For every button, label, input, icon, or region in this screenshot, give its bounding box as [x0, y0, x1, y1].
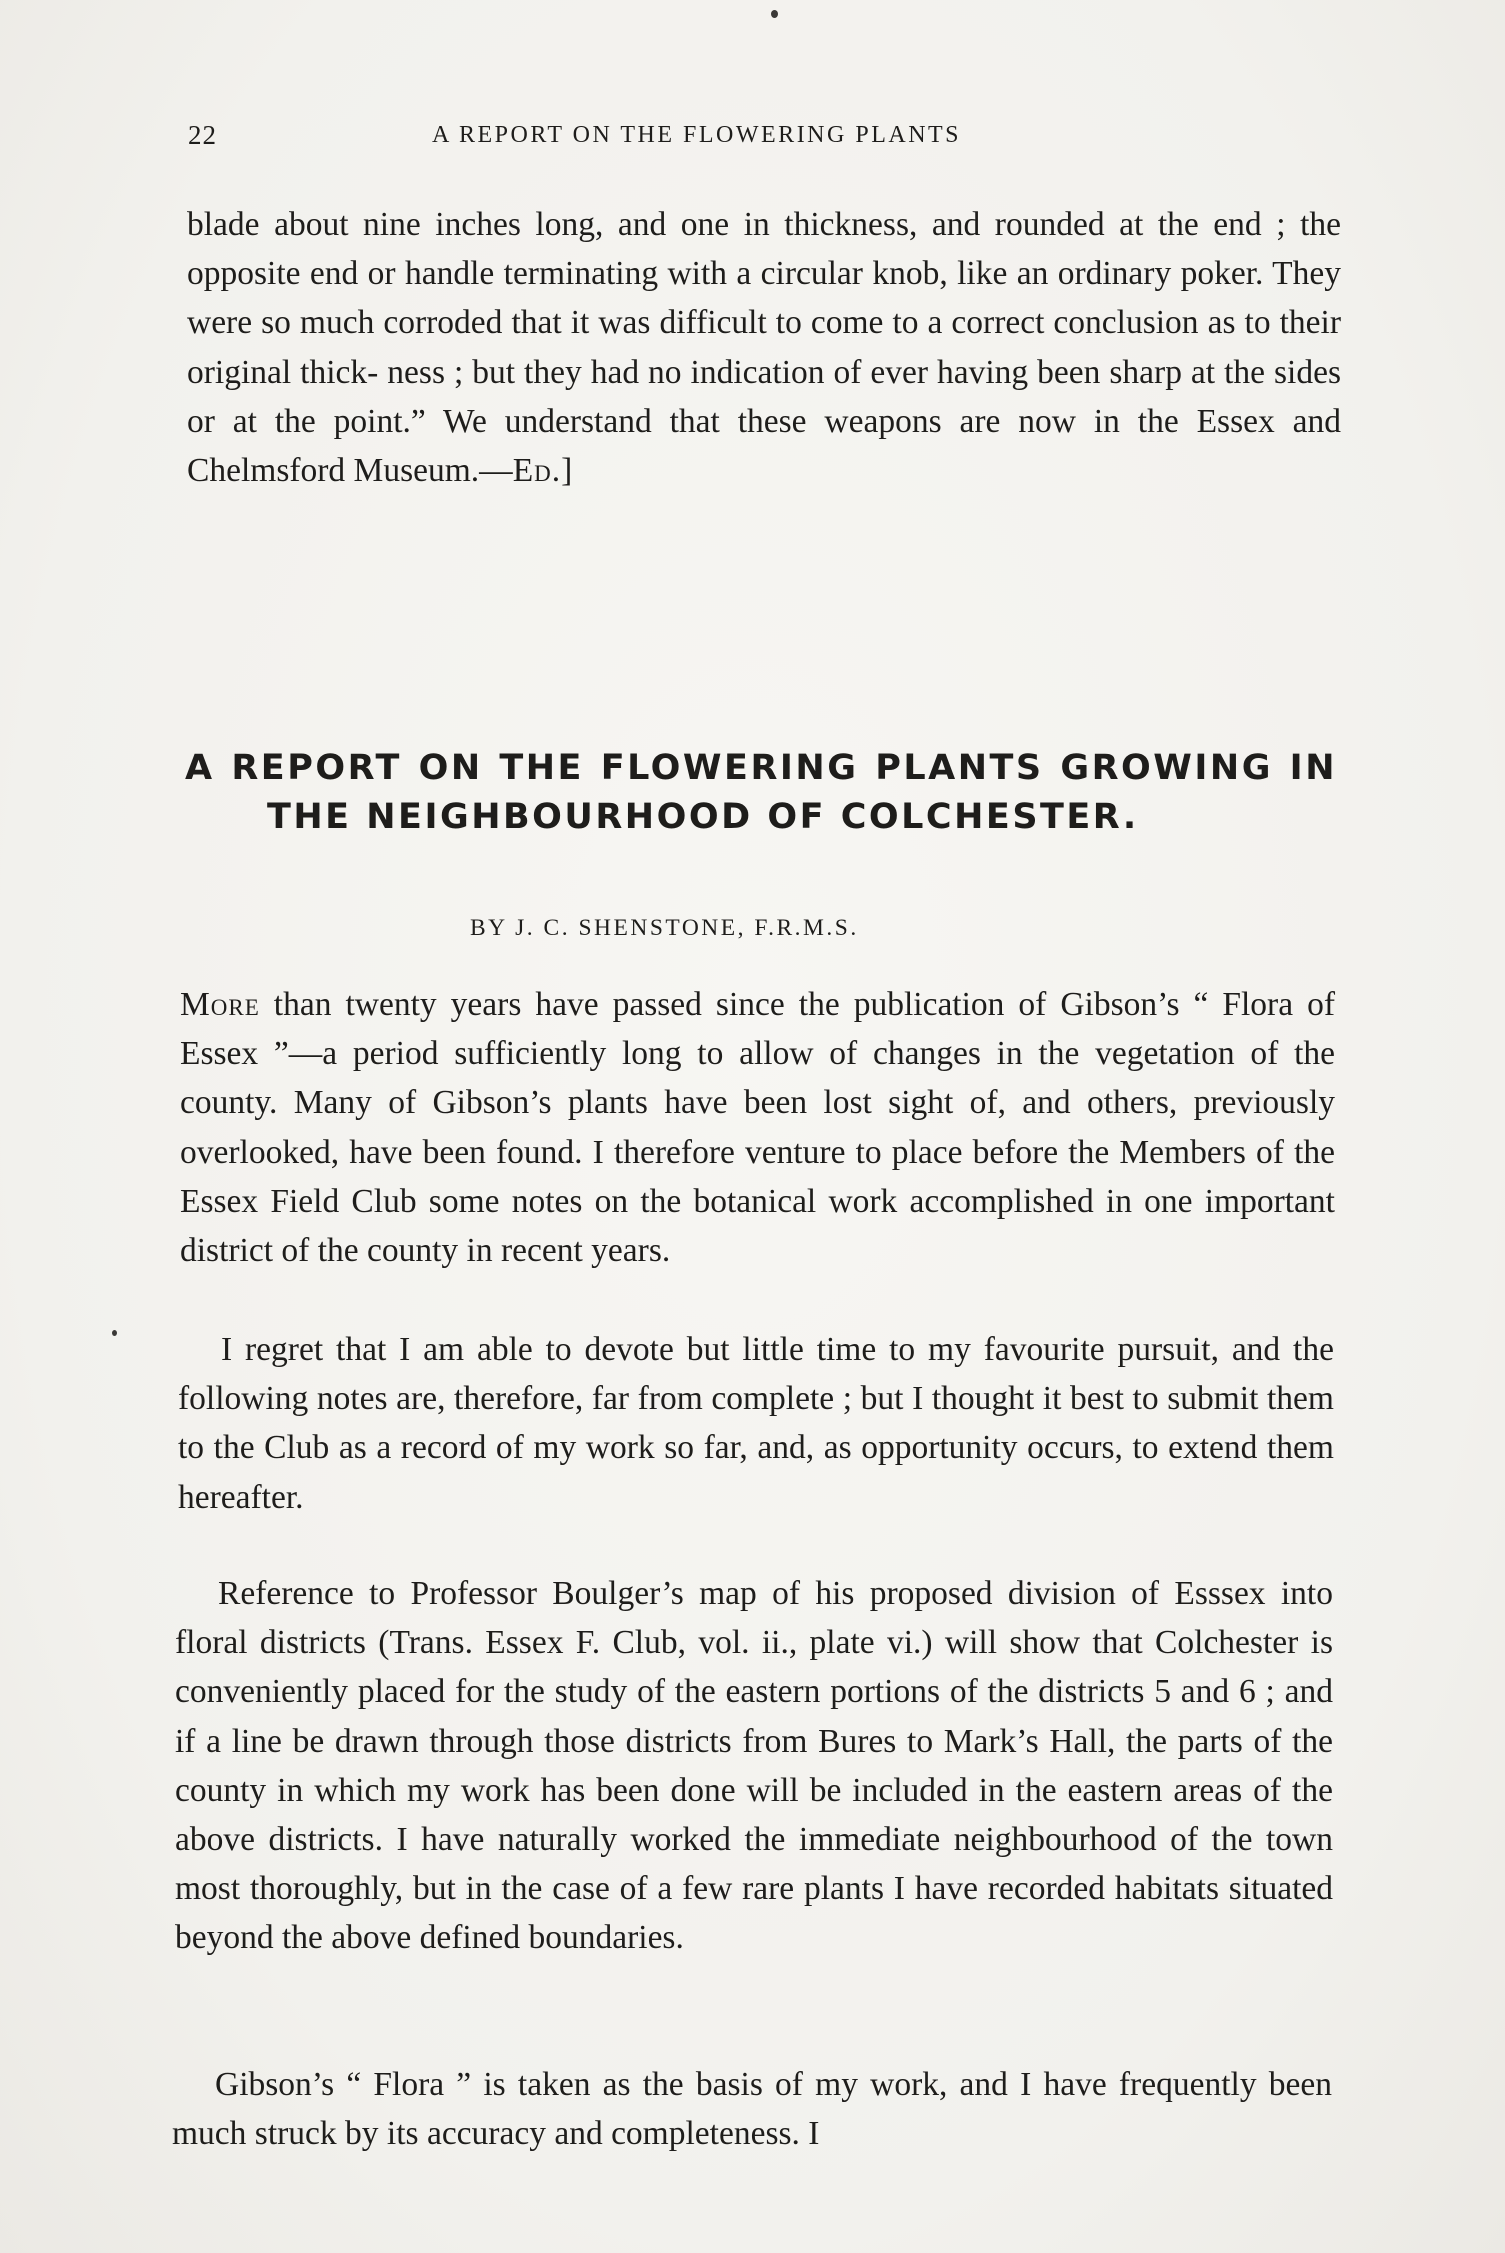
page-header [188, 120, 1338, 160]
body-paragraph: Gibson’s “ Flora ” is taken as the basis of my work, and I have frequently been much struck by its accuracy and completeness. I [172, 2066, 1332, 2153]
opening-small-caps: More [180, 986, 260, 1023]
article-title-block [185, 744, 1337, 842]
ink-speck [112, 1330, 117, 1336]
page-number: 22 [188, 120, 217, 150]
article-title: A REPORT ON THE FLOWERING PLANTS GROWING IN THE NEIGHBOURHOOD OF COLCHESTER. [185, 748, 1337, 837]
ink-speck [771, 10, 778, 18]
continued-text: blade about nine inches long, and one in thickness, and rounded at the end ; the opposite end or handle terminating with a circular knob, like an ordinary poker. They were so much corroded that it was difficult to come to a correct conclusion as to their original thick- ness ; but they had no indication of ever having been sharp at the sides or at the point.” We understand that these weapons are now in the Essex and Chelmsford Museum.— [187, 206, 1341, 490]
body-paragraph: I regret that I am able to devote but little time to my favourite pursuit, and the following notes are, therefore, far from complete ; but I thought it best to submit them to the Club as a record of my work so far, and, as opportunity occurs, to extend them hereafter. [178, 1331, 1334, 1516]
body-paragraph: Reference to Professor Boulger’s map of his proposed division of Esssex into floral districts (Trans. Essex F. Club, vol. ii., plate vi.) will show that Colchester is conveniently placed for the study of the eastern portions of the districts 5 and 6 ; and if a line be drawn through those districts from Bures to Mark’s Hall, the parts of the county in which my work has been done will be included in the eastern areas of the above districts. I have naturally worked the immediate neighbourhood of the town most thoroughly, but in the case of a few rare plants I have recorded habitats situated beyond the above defined boundaries. [175, 1575, 1333, 1957]
paragraph-text: than twenty years have passed since the publication of Gibson’s “ Flora of Essex ”—a period sufficiently long to allow of changes in the vegetation of the county. Many of Gibson’s plants have been lost sight of, and others, previously overlooked, have been found. I therefore venture to place before the Members of the Essex Field Club some notes on the botanical work accomplished in one important district of the county in recent years. [180, 986, 1335, 1270]
editor-mark: Ed. [512, 452, 562, 490]
article-byline: BY J. C. SHENSTONE, F.R.M.S. [470, 915, 859, 941]
running-head: A REPORT ON THE FLOWERING PLANTS [432, 122, 962, 148]
body-paragraph [180, 980, 1335, 1275]
continued-paragraph [187, 200, 1341, 495]
closing-bracket: ] [561, 452, 573, 490]
